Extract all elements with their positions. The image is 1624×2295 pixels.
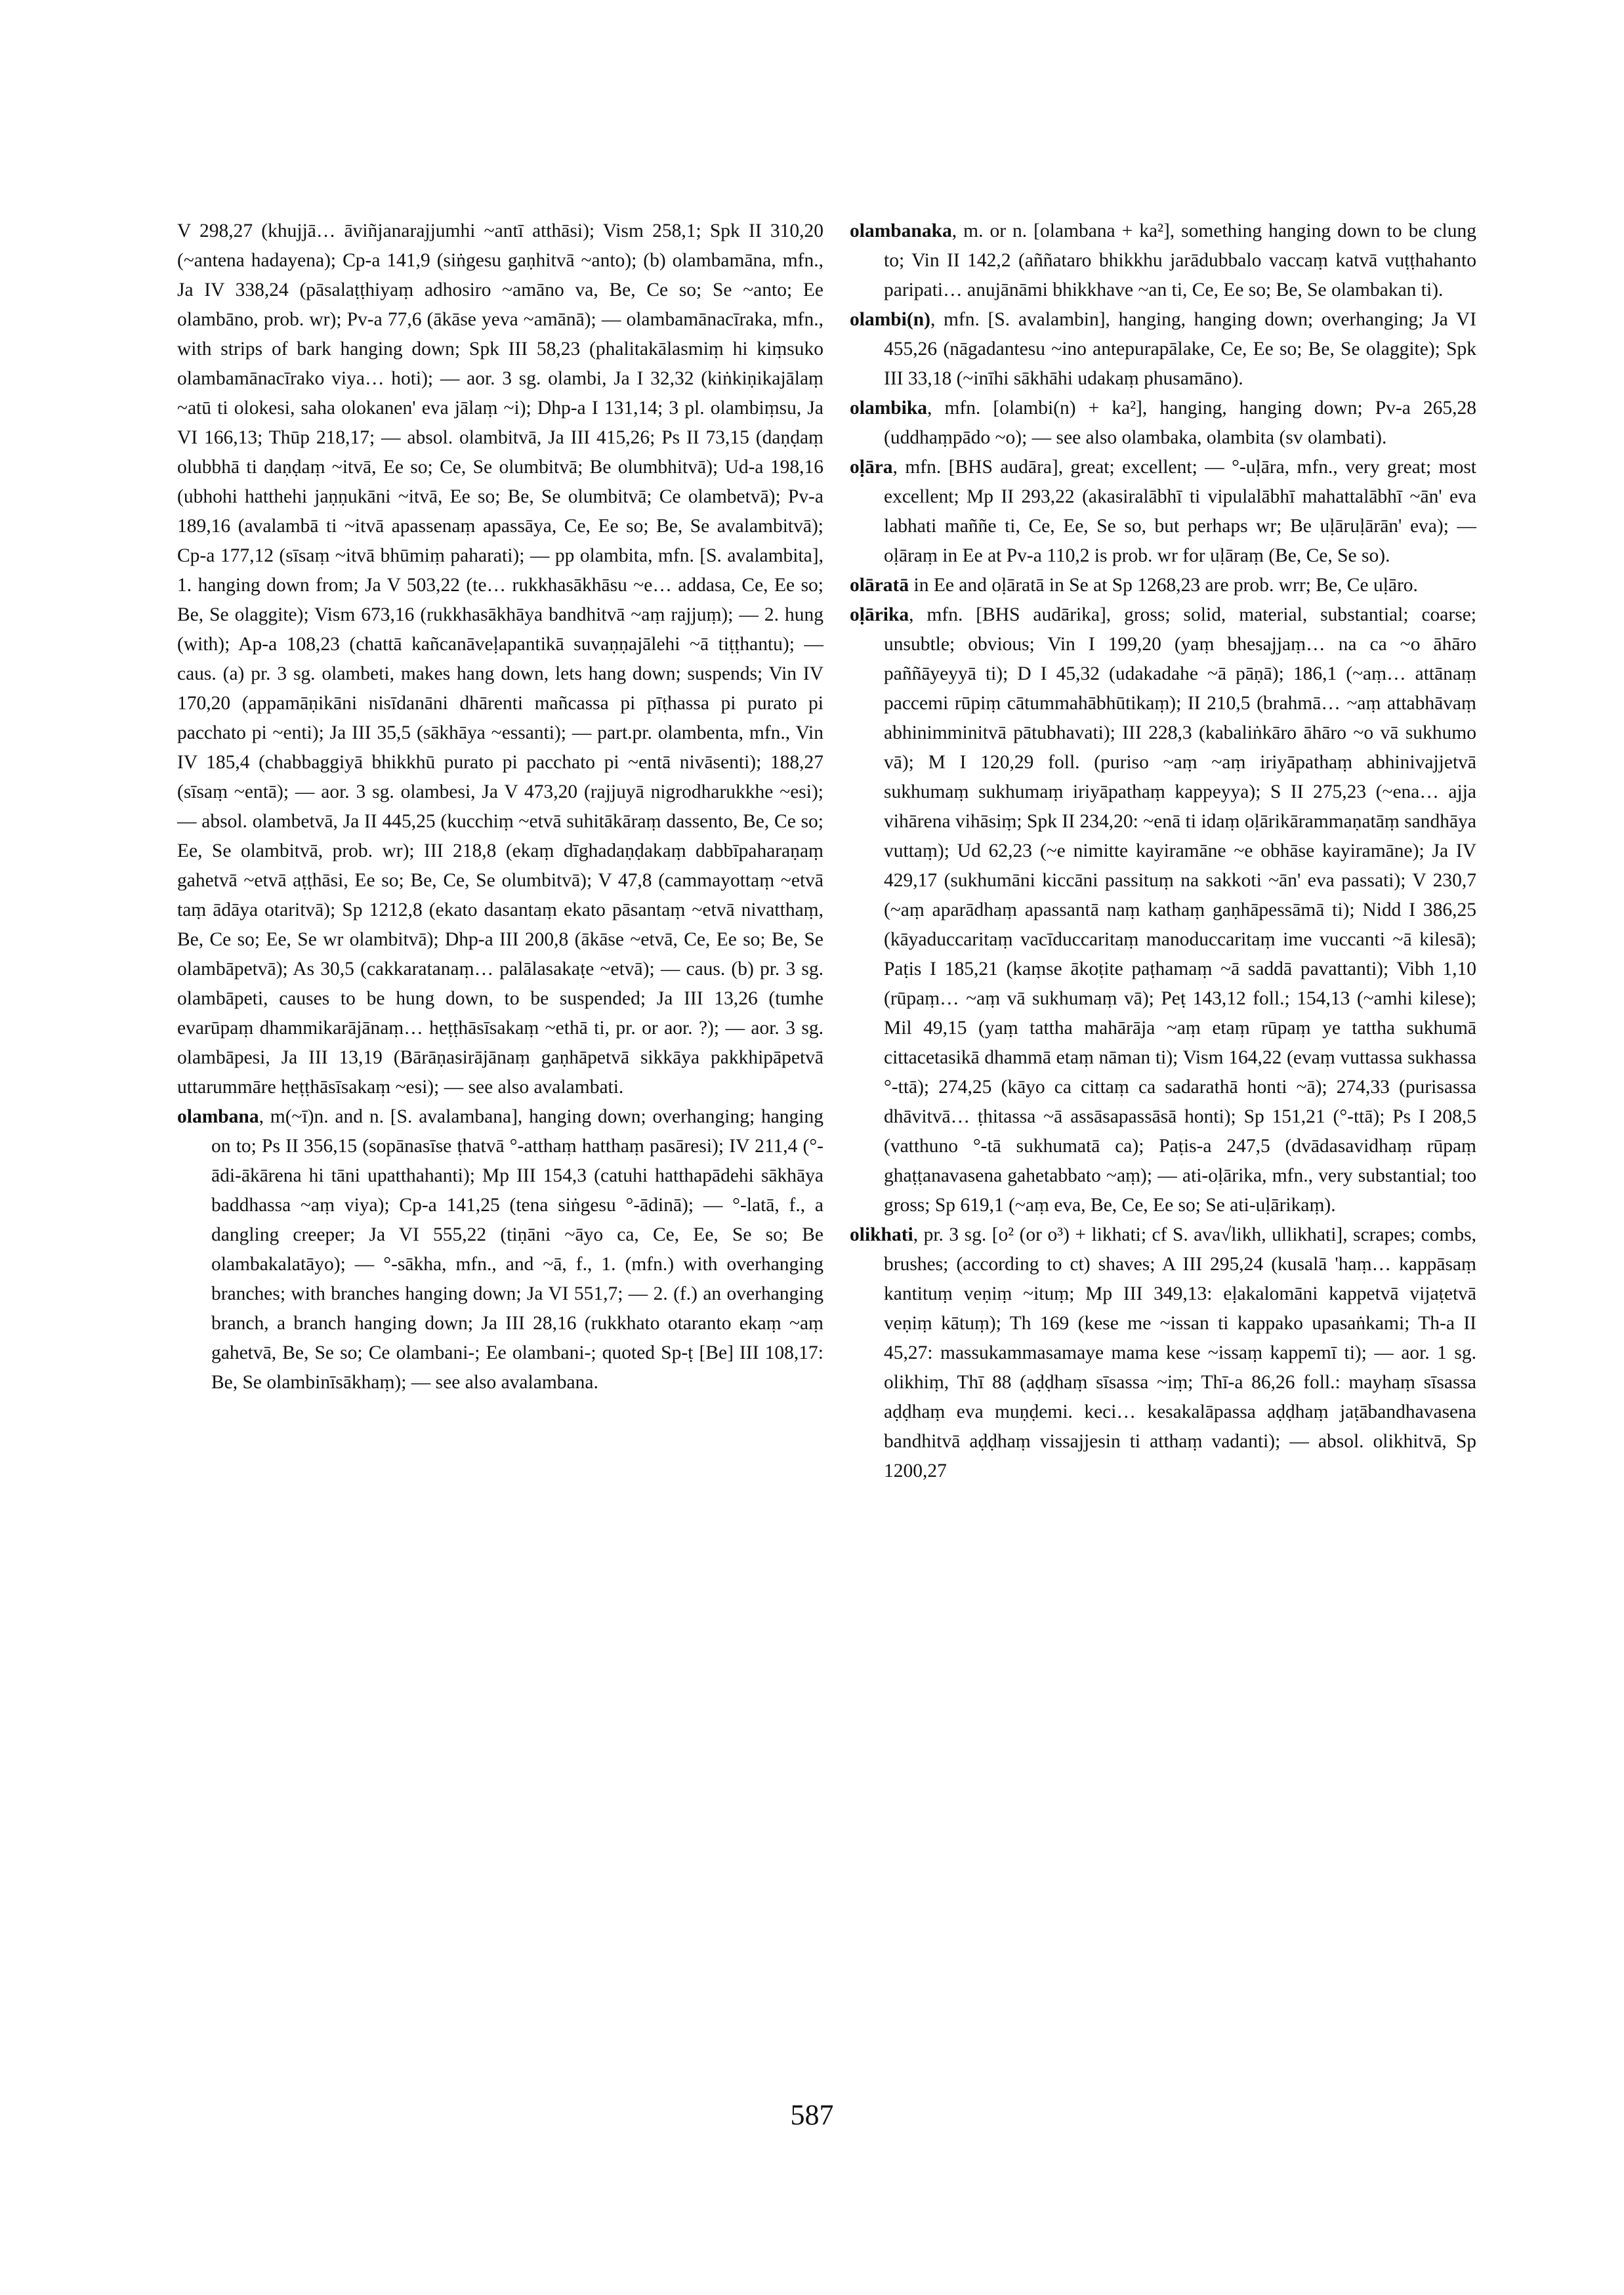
entry-olarika: oḷārika, mfn. [BHS audārika], gross; solid, material, substantial; coarse; unsubtle; obvious; Vin I 199,20 (yaṃ bhesajjaṃ… na ca ~o āhāro paññāyeyyā ti); D I 45,32 (udakadahe ~ā pāṇā); 186,1 (~aṃ… attānaṃ paccemi rūpiṃ cātummahābhūtikaṃ); II 210,5 (brahmā… ~aṃ attabhāvaṃ abhinimminitvā pātubhavati); III 228,3 (kabaliṅkāro āhāro ~o vā sukhumo vā); M I 120,29 foll. (puriso ~aṃ ~aṃ iriyāpathaṃ abhinivajjetvā sukhumaṃ sukhumaṃ iriyāpathaṃ kappeyya); S II 275,23 (~ena… ajja vihārena vihāsiṃ; Spk II 234,20: ~enā ti idaṃ oḷārikārammaṇatāṃ sandhāya vuttaṃ); Ud 62,23 (~e nimitte kayiramāne ~e obhāse kayiramāne); Ja IV 429,17 (sukhumāni kiccāni passituṃ na sakkoti ~ān' eva passati); V 230,7 (~aṃ aparādhaṃ apassantā naṃ kathaṃ gaṇhāpessāmā ti); Nidd I 386,25 (kāyaduccaritaṃ vacīduccaritaṃ manoduccaritaṃ ime vuccanti ~ā kilesā); Paṭis I 185,21 (kaṃse ākoṭite paṭhamaṃ ~ā saddā pavattanti); Vibh 1,10 (rūpaṃ… ~aṃ vā sukhumaṃ vā); Peṭ 143,12 foll.; 154,13 (~amhi kilese); Mil 49,15 (yaṃ tattha mahārāja ~aṃ etaṃ rūpaṃ ye tattha sukhumā cittacetasikā dhammā etaṃ nāman ti); Vism 164,22 (evaṃ vuttassa sukhassa °-ttā); 274,25 (kāyo ca cittaṃ ca sadarathā honti ~ā); 274,33 (purisassa dhāvitvā… ṭhitassa ~ā assāsapassāsā honti); Sp 151,21 (°-ttā); Ps I 208,5 (vatthuno °-tā sukhumatā ca); Paṭis-a 247,5 (dvādasavidhaṃ rūpaṃ ghaṭṭanavasena gahetabbato ~aṃ); — ati-oḷārika, mfn., very substantial; too gross; Sp 619,1 (~aṃ eva, Be, Ce, Ee so; Se ati-uḷārikaṃ). [850,604,1476,1216]
headword: olāratā [850,575,909,596]
right-column [850,217,1476,1486]
headword: oḷāra [850,457,893,478]
entry-olikhati: olikhati, pr. 3 sg. [o² (or o³) + likhati; cf S. ava√likh, ullikhati], scrapes; combs, brushes; (according to ct) shaves; A III 295,24 (kusalā 'haṃ… kappāsaṃ kantituṃ veṇiṃ ~ituṃ; Mp III 349,13: eḷakalomāni kappetvā vijaṭetvā veṇiṃ kātuṃ); Th 169 (kese me ~issan ti kappako upasaṅkami; Th-a II 45,27: massukammasamaye mama kese ~issaṃ kappemī ti); — aor. 1 sg. olikhiṃ, Thī 88 (aḍḍhaṃ sīsassa ~iṃ; Thī-a 86,26 foll.: mayhaṃ sīsassa aḍḍhaṃ eva muṇḍemi. keci… kesakalāpassa aḍḍhaṃ jaṭābandhavasena bandhitvā aḍḍhaṃ vissajjesin ti atthaṃ vadanti); — absol. olikhitvā, Sp 1200,27 [850,1224,1476,1481]
page-number: 587 [790,2099,834,2131]
headword: oḷārika [850,604,909,625]
entry-olara: oḷāra, mfn. [BHS audāra], great; excellent; — °-uḷāra, mfn., very great; most excellent; Mp II 293,22 (akasiralābhī ti vipulalābhī mahattalābhī ~ān' eva labhati maññe ti, Ce, Ee, Se so, but perhaps wr; Be uḷāruḷārān' eva); — oḷāraṃ in Ee at Pv-a 110,2 is prob. wr for uḷāraṃ (Be, Ce, Se so). [850,457,1476,566]
entry-olambika: olambika, mfn. [olambi(n) + ka²], hanging, hanging down; Pv-a 265,28 (uddhaṃpādo ~o); — see also olambaka, olambita (sv olambati). [850,398,1476,448]
continuation-olambati: V 298,27 (khujjā… āviñjanarajjumhi ~antī atthāsi); Vism 258,1; Spk II 310,20 (~antena hadayena); Cp-a 141,9 (siṅgesu gaṇhitvā ~anto); (b) olambamāna, mfn., Ja IV 338,24 (pāsalaṭṭhiyaṃ adhosiro ~amāno va, Be, Ce so; Se ~anto; Ee olambāno, prob. wr); Pv-a 77,6 (ākāse yeva ~amānā); — olambamānacīraka, mfn., with strips of bark hanging down; Spk III 58,23 (phalitakālasmiṃ hi kiṃsuko olambamānacīrako viya… hoti); — aor. 3 sg. olambi, Ja I 32,32 (kiṅkiṇikajālaṃ ~atū ti olokesi, saha olokanen' eva jālaṃ ~i); Dhp-a I 131,14; 3 pl. olambiṃsu, Ja VI 166,13; Thūp 218,17; — absol. olambitvā, Ja III 415,26; Ps II 73,15 (daṇḍaṃ olubbhā ti daṇḍaṃ ~itvā, Ee so; Ce, Se olumbitvā; Be olumbhitvā); Ud-a 198,16 (ubhohi hatthehi jaṇṇukāni ~itvā, Ee so; Be, Se olumbitvā; Ce olambetvā); Pv-a 189,16 (avalambā ti ~itvā apassenaṃ apassāya, Ce, Ee so; Be, Se avalambitvā); Cp-a 177,12 (sīsaṃ ~itvā bhūmiṃ paharati); — pp olambita, mfn. [S. avalambita], 1. hanging down from; Ja V 503,22 (te… rukkhasākhāsu ~e… addasa, Ce, Ee so; Be, Se olaggite); Vism 673,16 (rukkhasākhāya bandhitvā ~aṃ rajjuṃ); — 2. hung (with); Ap-a 108,23 (chattā kañcanāveḷapantikā suvaṇṇajālehi ~ā tiṭṭhantu); — caus. (a) pr. 3 sg. olambeti, makes hang down, lets hang down; suspends; Vin IV 170,20 (appamāṇikāni nisīdanāni dhārenti mañcassa pi pīṭhassa pi purato pi pacchato pi ~enti); Ja III 35,5 (sākhāya ~essanti); — part.pr. olambenta, mfn., Vin IV 185,4 (chabbaggiyā bhikkhū purato pi pacchato pi ~entā nivāsenti); 188,27 (sīsaṃ ~entā); — aor. 3 sg. olambesi, Ja V 473,20 (rajjuyā nigrodharukkhe ~esi); — absol. olambetvā, Ja II 445,25 (kucchiṃ ~etvā suhitākāraṃ dassento, Be, Ce so; Ee, Se olambitvā, prob. wr); III 218,8 (ekaṃ dīghadaṇḍakaṃ dabbīpaharaṇaṃ gahetvā ~etvā aṭṭhāsi, Ee so; Be, Ce, Se olumbitvā); V 47,8 (cammayottaṃ ~etvā taṃ ādāya otaritvā); Sp 1212,8 (ekato dasantaṃ ekato pāsantaṃ ~etvā nivatthaṃ, Be, Ce so; Ee, Se wr olambitvā); Dhp-a III 200,8 (ākāse ~etvā, Ce, Ee so; Be, Se olambāpetvā); As 30,5 (cakkaratanaṃ… palālasakaṭe ~etvā); — caus. (b) pr. 3 sg. olambāpeti, causes to be hung down, to be suspended; Ja III 13,26 (tumhe evarūpaṃ dhammikarājānaṃ… heṭṭhāsīsakaṃ ~ethā ti, pr. or aor. ?); — aor. 3 sg. olambāpesi, Ja III 13,19 (Bārāṇasirājānaṃ gaṇhāpetvā sikkāya pakkhipāpetvā uttarummāre heṭṭhāsīsakaṃ ~esi); — see also avalambati. [177,220,823,1098]
left-column [177,217,823,1397]
headword: olambi(n) [850,309,930,330]
headword: olambana [177,1106,259,1127]
entry-olambanaka: olambanaka, m. or n. [olambana + ka²], something hanging down to be clung to; Vin II 142,2 (aññataro bhikkhu jarādubbalo vaccaṃ katvā vuṭṭhahanto paripati… anujānāmi bhikkhave ~an ti, Ce, Ee so; Be, Se olambakan ti). [850,220,1476,300]
headword: olikhati [850,1224,913,1245]
headword: olambanaka [850,220,952,241]
entry-olambin: olambi(n), mfn. [S. avalambin], hanging, hanging down; overhanging; Ja VI 455,26 (nāgadantesu ~ino antepurapālake, Ce, Ee so; Be, Se olaggite); Spk III 33,18 (~inīhi sākhāhi udakaṃ phusamāno). [850,309,1476,389]
headword: olambika [850,398,928,419]
entry-olarata: olāratā in Ee and oḷāratā in Se at Sp 1268,23 are prob. wrr; Be, Ce uḷāro. [850,575,1418,596]
entry-olambana: olambana, m(~ī)n. and n. [S. avalambana], hanging down; overhanging; hanging on to; Ps II 356,15 (sopānasīse ṭhatvā °-atthaṃ hatthaṃ pasāresi); IV 211,4 (°-ādi-ākārena hi tāni upatthahanti); Mp III 154,3 (catuhi hatthapādehi sākhāya baddhassa ~aṃ viya); Cp-a 141,25 (tena siṅgesu °-ādinā); — °-latā, f., a dangling creeper; Ja VI 555,22 (tiṇāni ~āyo ca, Ce, Ee, Se so; Be olambakalatāyo); — °-sākha, mfn., and ~ā, f., 1. (mfn.) with overhanging branches; with branches hanging down; Ja VI 551,7; — 2. (f.) an overhanging branch, a branch hanging down; Ja III 28,16 (rukkhato otaranto ekaṃ ~aṃ gahetvā, Be, Se so; Ce olambani-; Ee olambani-; quoted Sp-ṭ [Be] III 108,17: Be, Se olambinīsākhaṃ); — see also avalambana. [177,1106,823,1393]
